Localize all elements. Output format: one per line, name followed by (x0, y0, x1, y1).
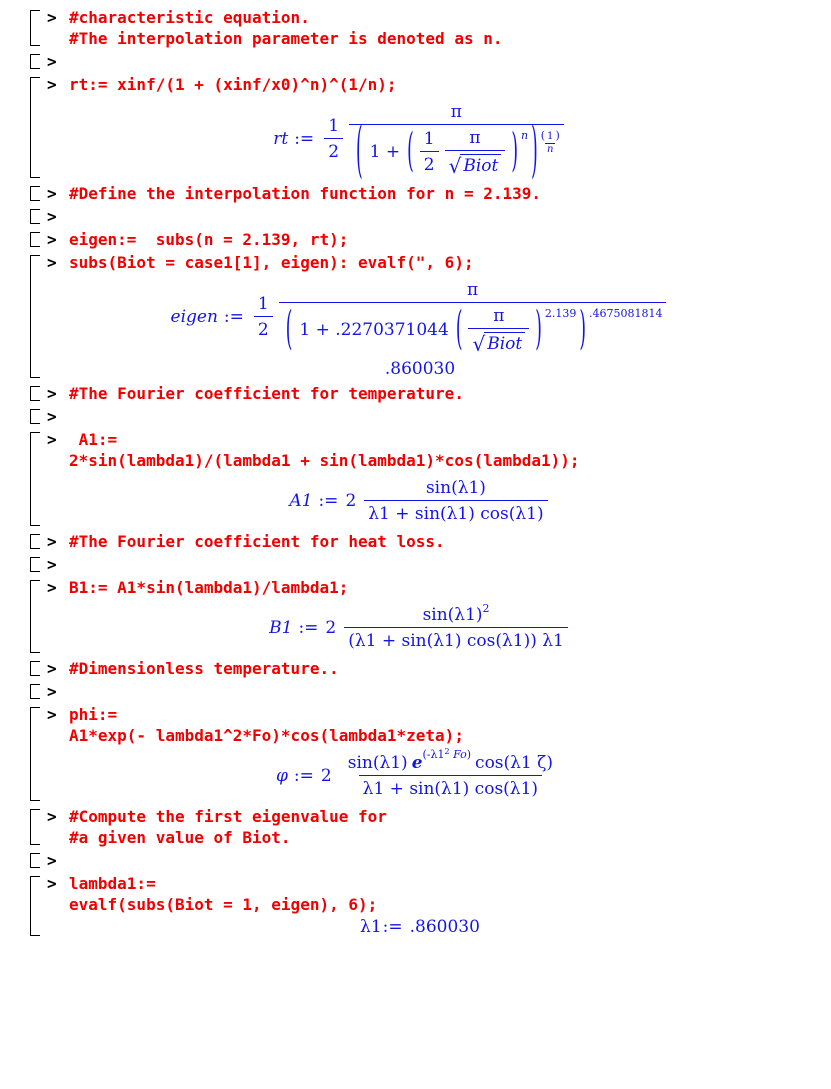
group-bracket (30, 409, 40, 424)
inner-half-fraction: 1 2 (420, 129, 439, 175)
code-line-lambda1-2[interactable]: evalf(subs(Biot = 1, eigen), 6); (69, 895, 378, 914)
exec-group-phi (30, 704, 831, 804)
fraction-denominator: ( 1 + .2270371044 ( π √ Biot ) $^{2.139}$ ) $^{.4675081814}$ (279, 302, 667, 354)
eigen-evalf-value: .860030 (384, 359, 456, 379)
fraction-denominator: λ1 + sin(λ1) cos(λ1) (364, 500, 547, 524)
b1-output (69, 601, 771, 651)
exec-group-comments-characteristic (30, 7, 831, 49)
fraction-denominator: (λ1 + sin(λ1) cos(λ1)) λ1 (344, 627, 568, 651)
lambda1-value: .860030 (409, 917, 480, 937)
group-bracket (30, 255, 40, 378)
group-bracket (30, 557, 40, 572)
code-line-lambda1-1[interactable]: lambda1:= (69, 874, 156, 893)
code-line-fourier-heat[interactable]: #The Fourier coefficient for heat loss. (69, 532, 445, 551)
exec-group-eigen-assign (30, 229, 831, 250)
assign-op: := (294, 129, 315, 149)
pi-over-sqrt-biot: π √ Biot (468, 306, 529, 354)
group-bracket (30, 386, 40, 401)
group-bracket (30, 580, 40, 653)
eigen-output (69, 280, 771, 357)
open-paren: ( (455, 303, 463, 357)
pi-over-sqrt-biot: π √ Biot (445, 128, 506, 176)
assign-op: := (298, 618, 319, 638)
assign-op: := (293, 766, 314, 786)
fraction-denominator: ( 1 + ( 1 2 π √ Biot ) $^n$ ) $^{( \frac{1}{n} )}$ (349, 124, 564, 176)
main-fraction (364, 478, 547, 524)
group-bracket (30, 10, 40, 46)
lambda1-output (69, 917, 771, 937)
rt-lhs: rt (273, 129, 289, 149)
main-fraction (340, 746, 561, 799)
assign-op: := (318, 491, 339, 511)
group-bracket (30, 661, 40, 676)
inner-exponent: 2.139 (544, 307, 577, 320)
exec-group-empty (30, 51, 831, 72)
input-prompt: > (47, 682, 57, 701)
code-line-define-n[interactable]: #Define the interpolation function for n = 2.139. (69, 184, 542, 203)
input-prompt: > (47, 75, 57, 94)
phi-lhs: φ (276, 766, 288, 786)
group-bracket (30, 232, 40, 247)
euler-e: e (411, 753, 423, 773)
input-prompt: > (47, 253, 57, 272)
exec-group-empty (30, 554, 831, 575)
open-paren: ( (407, 125, 414, 179)
code-line-fourier-temp[interactable]: #The Fourier coefficient for temperature. (69, 384, 464, 403)
group-bracket (30, 54, 40, 69)
exec-group-empty (30, 206, 831, 227)
code-line-a1-2[interactable]: 2*sin(lambda1)/(lambda1 + sin(lambda1)*cos(lambda1)); (69, 451, 580, 470)
input-prompt: > (47, 407, 57, 426)
input-prompt: > (47, 384, 57, 403)
input-prompt: > (47, 555, 57, 574)
assign-op: := (223, 307, 244, 327)
input-prompt: > (47, 8, 57, 27)
half-fraction: $\frac{1}{2}$ (254, 294, 273, 340)
group-bracket (30, 876, 40, 936)
exec-group-empty (30, 406, 831, 427)
rt-output (69, 102, 771, 188)
exec-group-empty (30, 850, 831, 871)
group-bracket (30, 534, 40, 549)
evalf-value-output (69, 359, 771, 379)
input-prompt: > (47, 851, 57, 870)
code-line-eigen[interactable]: eigen:= subs(n = 2.139, rt); (69, 230, 349, 249)
exec-group-a1 (30, 429, 831, 529)
assign-op: := (382, 917, 403, 937)
exec-group-empty (30, 681, 831, 702)
outer-exponent: .4675081814 (588, 307, 663, 320)
fraction-numerator: sin(λ1) e ($-\lambda 1^2$ Fo) cos(λ1 ζ) (347, 746, 553, 773)
exec-group-rt (30, 74, 831, 188)
input-prompt: > (47, 430, 57, 449)
exec-group-comment-compute (30, 806, 831, 848)
input-prompt: > (47, 807, 57, 826)
code-line-b1[interactable]: B1:= A1*sin(lambda1)/lambda1; (69, 578, 349, 597)
group-bracket (30, 684, 40, 699)
main-fraction (349, 102, 564, 188)
sqrt-icon: √ (472, 332, 486, 356)
exec-group-comment-fourier-heat (30, 531, 831, 552)
inner-exponent: n (520, 129, 529, 142)
group-bracket (30, 209, 40, 224)
code-line-subs[interactable]: subs(Biot = case1[1], eigen): evalf(", 6); (69, 253, 474, 272)
code-line-comment-interpolation[interactable]: #The interpolation parameter is denoted as n. (69, 29, 503, 48)
a1-lhs: A1 (289, 491, 313, 511)
exponent-expression: ($-\lambda 1^2$ Fo) (422, 746, 472, 761)
exec-group-comment-fourier-temp (30, 383, 831, 404)
input-prompt: > (47, 705, 57, 724)
input-prompt: > (47, 532, 57, 551)
input-prompt: > (47, 874, 57, 893)
fraction-numerator: π (450, 102, 462, 122)
eigen-lhs: eigen (170, 307, 218, 327)
code-line-compute-2[interactable]: #a given value of Biot. (69, 828, 291, 847)
outer-exponent: ( 1 n ) (540, 129, 560, 155)
sqrt-icon: √ (448, 154, 462, 178)
a1-output (69, 478, 771, 524)
sqrt-radical: √ Biot (472, 332, 525, 354)
coefficient: 2 (345, 491, 357, 511)
code-line-rt[interactable]: rt:= xinf/(1 + (xinf/x0)^n)^(1/n); (69, 75, 397, 94)
coefficient: 2 (320, 766, 332, 786)
exec-group-comment-define (30, 183, 831, 204)
group-bracket (30, 707, 40, 801)
coefficient: 2 (325, 618, 337, 638)
fraction-numerator: sin(λ1) 2 (422, 601, 490, 625)
fraction-numerator: π (467, 280, 479, 300)
group-bracket (30, 186, 40, 201)
code-line-phi-1[interactable]: phi:= (69, 705, 118, 724)
open-paren: ( (285, 303, 293, 357)
exec-group-lambda1 (30, 873, 831, 939)
input-prompt: > (47, 184, 57, 203)
exec-group-subs-evalf (30, 252, 831, 381)
code-line-phi-2[interactable]: A1*exp(- lambda1^2*Fo)*cos(lambda1*zeta); (69, 726, 464, 745)
main-fraction (344, 601, 568, 651)
lambda1-lhs: λ1 (360, 917, 382, 937)
open-paren: ( (356, 116, 363, 188)
close-paren: ) (511, 125, 518, 179)
input-prompt: > (47, 578, 57, 597)
input-prompt: > (47, 52, 57, 71)
fraction-denominator: λ1 + sin(λ1) cos(λ1) (359, 775, 542, 799)
input-prompt: > (47, 659, 57, 678)
exec-group-b1 (30, 577, 831, 656)
input-prompt: > (47, 207, 57, 226)
group-bracket (30, 432, 40, 526)
close-paren: ) (531, 116, 538, 188)
code-line-dimensionless[interactable]: #Dimensionless temperature.. (69, 659, 339, 678)
phi-output (69, 746, 771, 799)
squared-exponent: 2 (482, 601, 490, 615)
input-prompt: > (47, 230, 57, 249)
group-bracket (30, 809, 40, 845)
close-paren: ) (579, 303, 586, 357)
code-line-compute-1[interactable]: #Compute the first eigenvalue for (69, 807, 387, 826)
close-paren: ) (535, 303, 542, 357)
b1-lhs: B1 (269, 618, 293, 638)
group-bracket (30, 77, 40, 178)
sqrt-radical: √ Biot (449, 154, 502, 176)
fraction-numerator: sin(λ1) (425, 478, 486, 498)
main-fraction (279, 280, 667, 357)
code-line-comment-characteristic[interactable]: #characteristic equation. (69, 8, 310, 27)
code-line-a1-1[interactable]: A1:= (69, 430, 118, 449)
exec-group-comment-dimensionless (30, 658, 831, 679)
half-fraction: $\frac{1}{2}$ (324, 116, 343, 162)
group-bracket (30, 853, 40, 868)
